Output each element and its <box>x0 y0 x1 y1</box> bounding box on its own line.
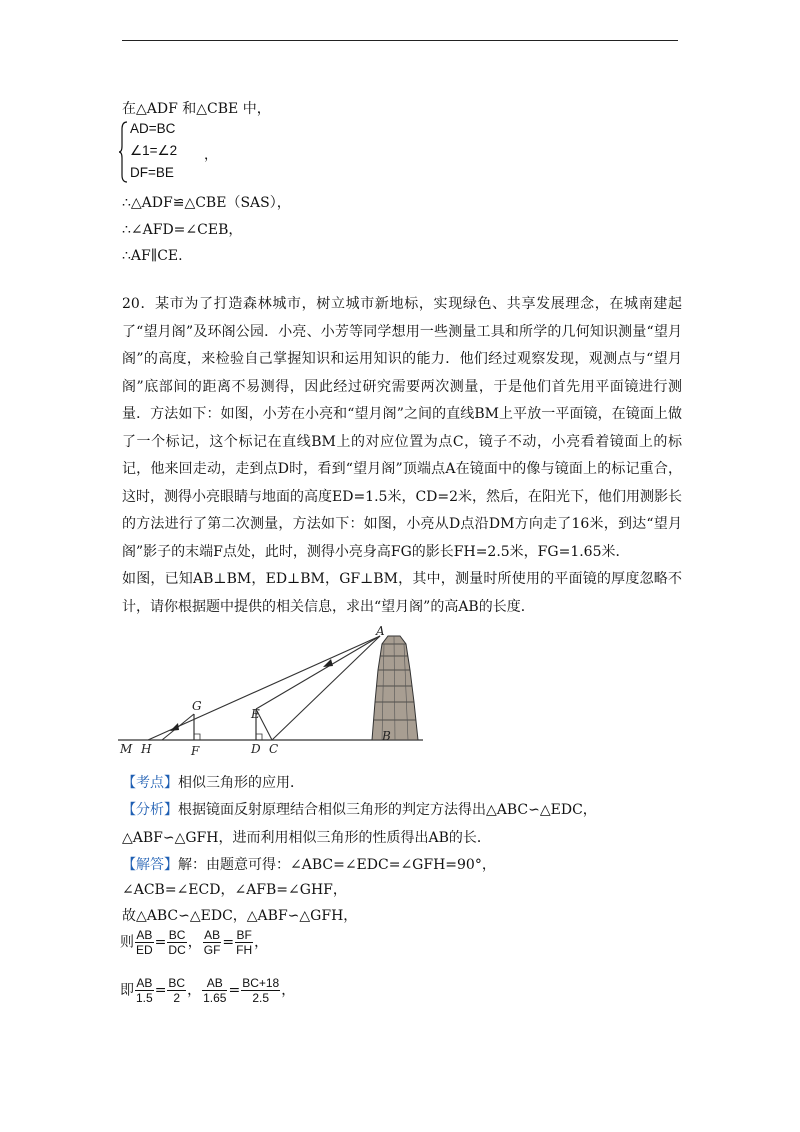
proof-line-2: ∴△ADF≌△CBE（SAS）， <box>122 195 291 211</box>
fraction-AB-GF: $\frac{AB}{GF}$ <box>203 928 221 957</box>
tower-illustration <box>372 636 418 740</box>
fenxi-tag: 【分析】 <box>122 802 178 818</box>
proof-line-4: ∴AF∥CE. <box>122 248 183 264</box>
label-H: H <box>141 742 152 756</box>
left-brace-icon <box>118 121 128 183</box>
jieda-line <box>122 855 496 875</box>
jieda-text-3: 故△ABC∽△EDC，△ABF∽△GFH， <box>122 908 358 924</box>
label-F: F <box>191 744 200 758</box>
proof-line-1: 在△ADF 和△CBE 中， <box>122 101 271 117</box>
jieda-text-1: 解：由题意可得：∠ABC=∠EDC=∠GFH=90°， <box>178 857 496 873</box>
label-G: G <box>192 699 202 713</box>
header-rule <box>122 40 678 41</box>
label-A: A <box>376 624 385 638</box>
problem-20-question: 如图，已知AB⊥BM，ED⊥BM，GF⊥BM，其中，测量时所使用的平面镜的厚度忽略不计，请你根据题中提供的相关信息，求出“望月阁”的高AB的长度． <box>122 571 682 615</box>
kaodian-tag: 【考点】 <box>122 775 178 791</box>
right-angle-D-icon <box>256 734 262 740</box>
ratio-equations-2: 即 $\frac{AB}{1.5}$ = $\frac{BC}{2}$ ， $\frac{AB}{1.65}$ = $\frac{BC+18}{2.5}$ ， <box>120 976 296 1005</box>
system-row-2: ∠1=∠2 <box>130 143 178 158</box>
fenxi-text-2: △ABF∽△GFH，进而利用相似三角形的性质得出AB的长． <box>122 830 491 846</box>
proof-line-3: ∴∠AFD=∠CEB， <box>122 222 243 238</box>
arrow-ray-A-icon <box>323 659 333 667</box>
equation-system <box>118 121 238 185</box>
fenxi-text-1: 根据镜面反射原理结合相似三角形的判定方法得出△ABC∽△EDC， <box>178 802 597 818</box>
system-row-1: AD=BC <box>130 121 176 136</box>
fraction-AB-ED: $\frac{AB}{ED}$ <box>136 928 153 957</box>
system-comma: ， <box>204 147 218 162</box>
system-row-3: DF=BE <box>130 165 174 180</box>
problem-20-text: 20．某市为了打造森林城市，树立城市新地标，实现绿色、共享发展理念，在城南建起了“望月阁”及环阁公园．小亮、小芳等同学想用一些测量工具和所学的几何知识测量“望月阁”的高度，来检验自己掌握知识和运用知识的能力．他们经过观察发现，观测点与“望月阁”底部间的距离不易测得，因此经过研究需要两次测量，于是他们首先用平面镜进行测量．方法如下：如图，小芳在小亮和“望月阁”之间的直线BM上平放一平面镜，在镜面上做了一个标记，这个标记在直线BM上的对应位置为点C，镜子不动，小亮看着镜面上的标记，他来回走动，走到点D时，看到“望月阁”顶端点A在镜面中的像与镜面上的标记重合，这时，测得小亮眼睛与地面的高度ED=1.5米，CD=2米，然后，在阳光下，他们用测影长的方法进行了第二次测量，方法如下：如图，小亮从D点沿DM方向走了16米，到达“望月阁”影子的末端F点处，此时，测得小亮身高FG的影长FH=2.5米，FG=1.65米． <box>122 296 683 560</box>
label-E: E <box>251 707 260 721</box>
fraction-AB-1.65: $\frac{AB}{1.65}$ <box>203 976 227 1005</box>
fraction-BF-FH: $\frac{BF}{FH}$ <box>236 928 253 957</box>
fraction-BC-2: $\frac{BC}{2}$ <box>168 976 186 1005</box>
label-M: M <box>120 742 133 756</box>
kaodian-line <box>122 773 304 793</box>
ratio-equations-1: 则 $\frac{AB}{ED}$ = $\frac{BC}{DC}$ ， $\frac{AB}{GF}$ = $\frac{BF}{FH}$ ， <box>120 928 269 957</box>
label-C: C <box>269 742 279 756</box>
jieda-tag: 【解答】 <box>122 857 178 873</box>
label-D: D <box>251 742 261 756</box>
fenxi-line <box>122 800 597 820</box>
reflection-line-AC <box>272 636 380 740</box>
sight-line-AE <box>256 636 380 709</box>
right-angle-F-icon <box>194 734 200 740</box>
fraction-AB-1.5: $\frac{AB}{1.5}$ <box>136 976 153 1005</box>
fraction-BC18-2.5: $\frac{BC+18}{2.5}$ <box>242 976 280 1005</box>
fraction-BC-DC: $\frac{BC}{DC}$ <box>168 928 186 957</box>
kaodian-text: 相似三角形的应用． <box>178 775 304 791</box>
tower-measurement-figure <box>118 622 428 762</box>
label-B: B <box>382 729 391 743</box>
arrow-ray-G-icon <box>170 723 179 731</box>
jieda-text-2: ∠ACB=∠ECD，∠AFB=∠GHF， <box>122 882 347 898</box>
